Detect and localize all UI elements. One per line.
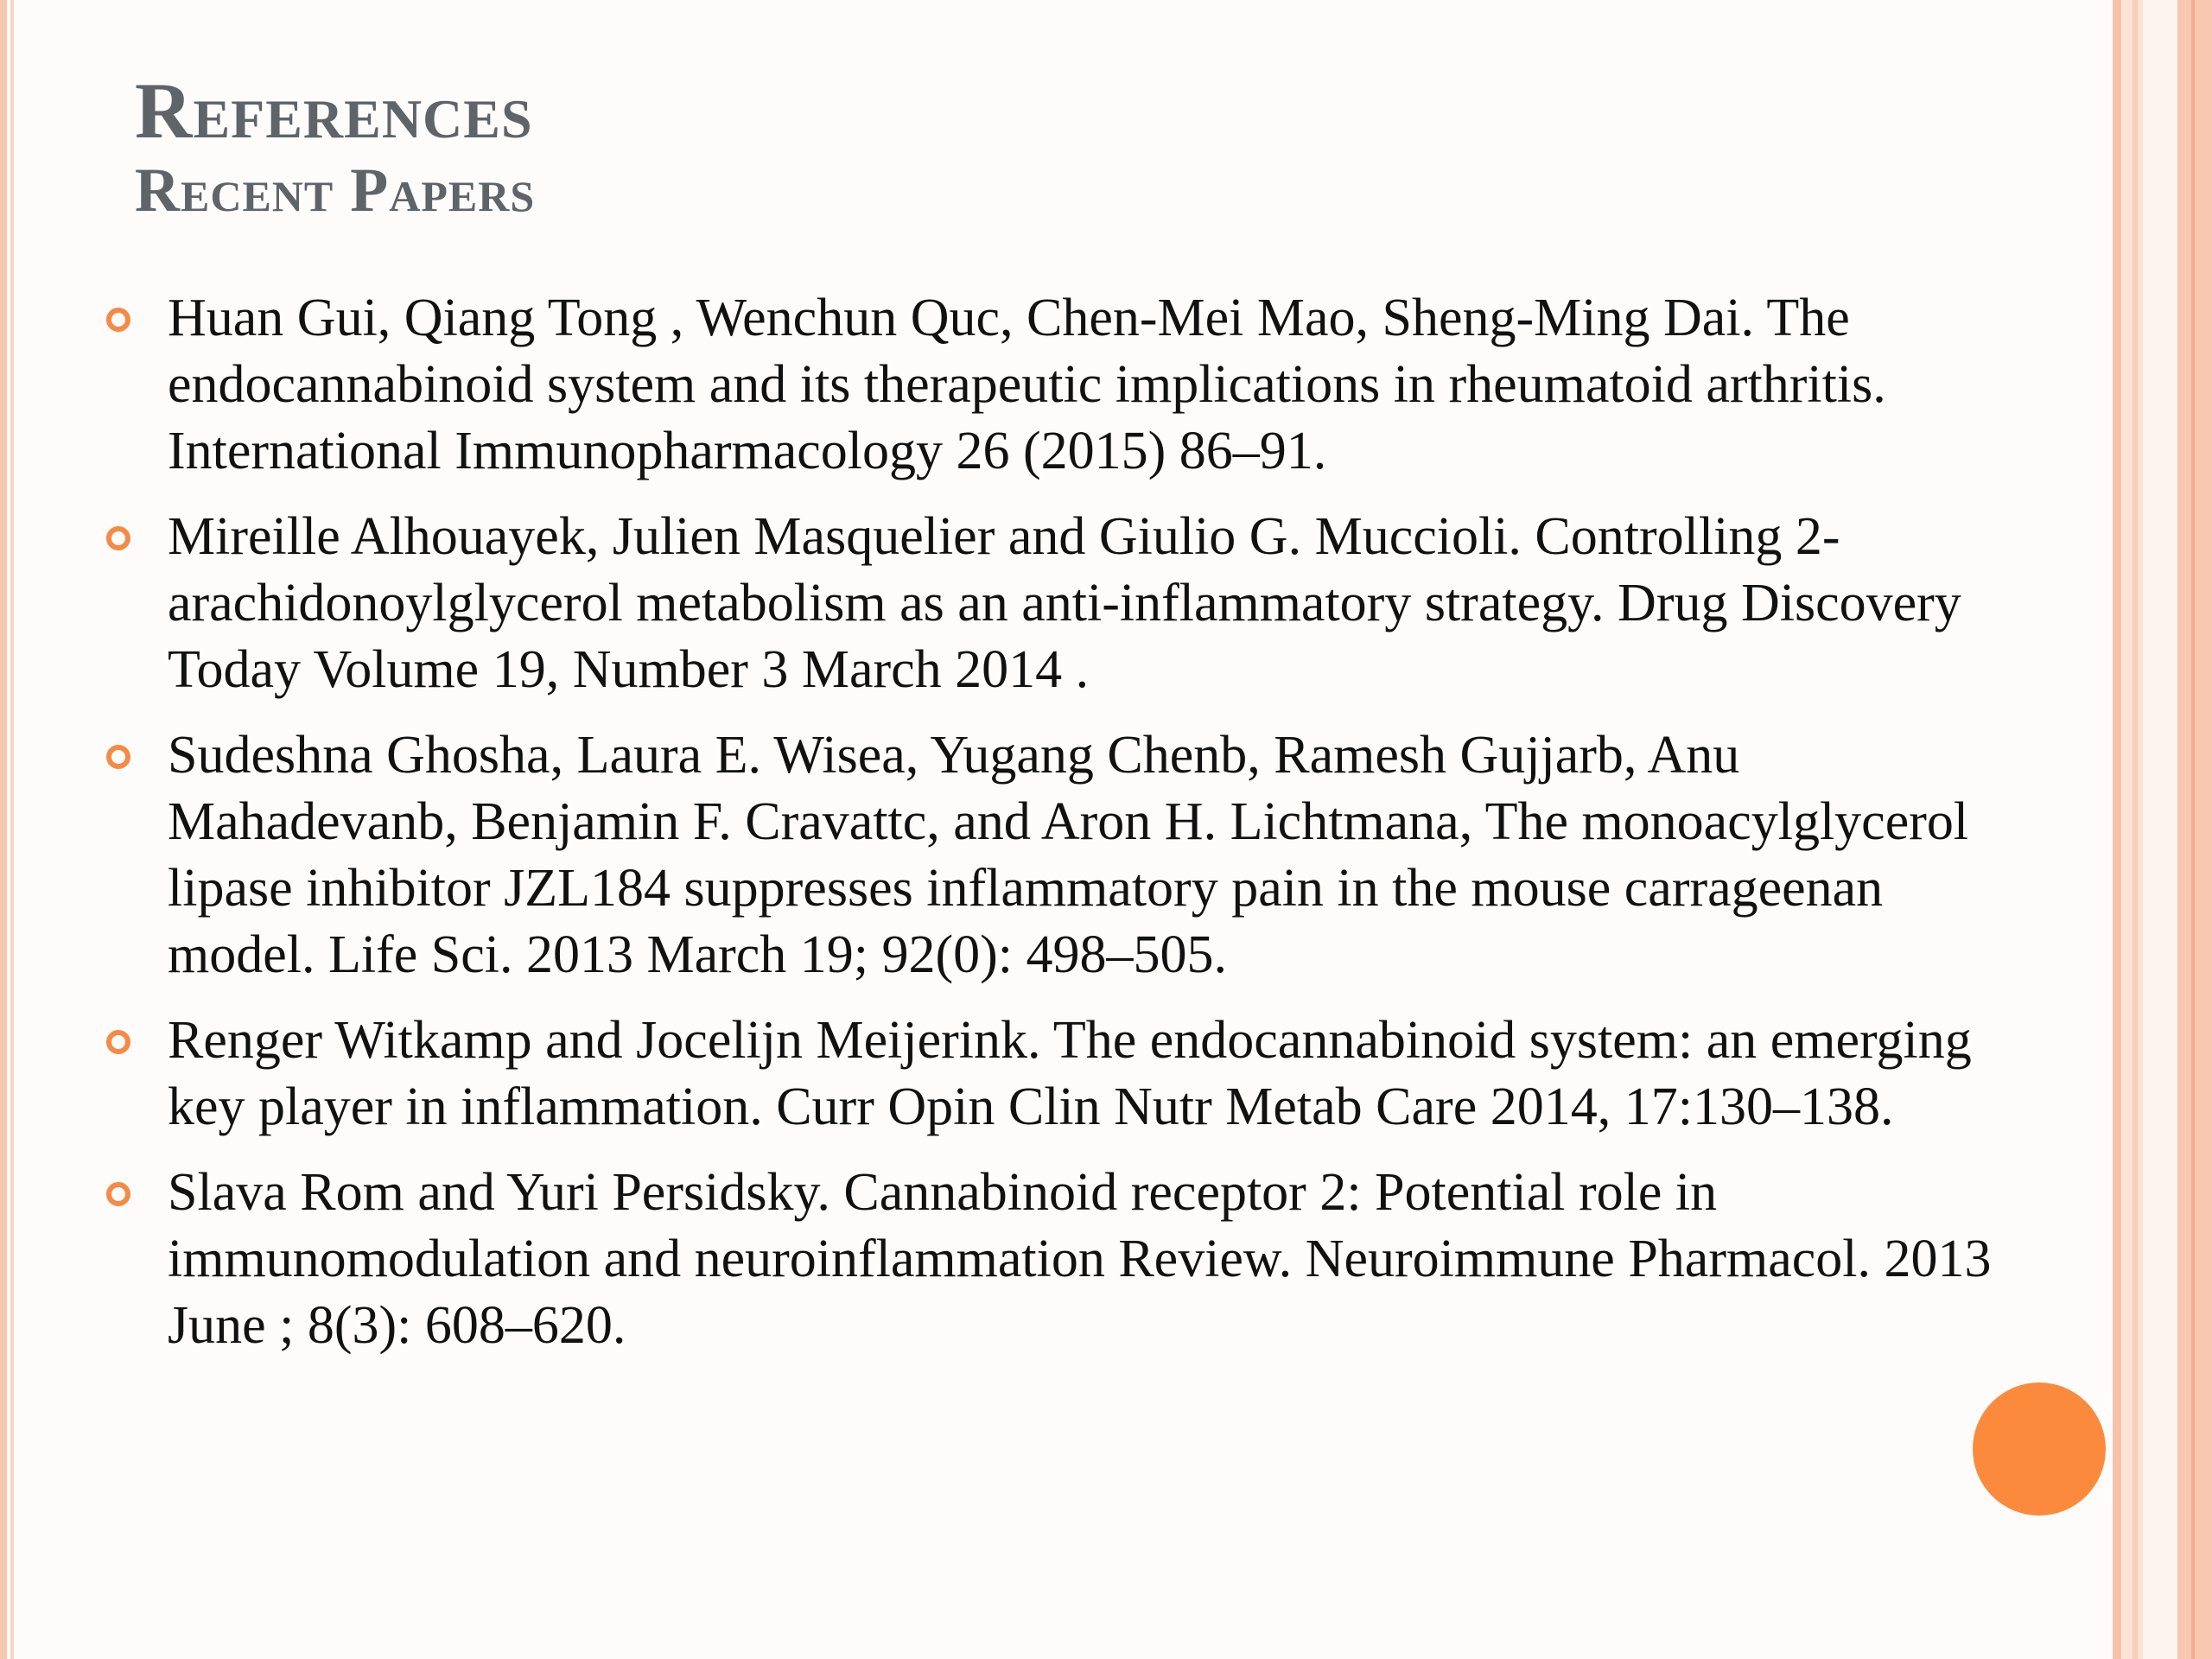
reference-item [100, 504, 2036, 703]
bullet-circle-icon [106, 1182, 130, 1206]
reference-text: Mireille Alhouayek, Julien Masquelier and Giulio G. Muccioli. Controlling 2-arachidonoylglycerol metabolism as an anti-inflammatory strategy. Drug Discovery Today Volume 19, Number 3 March 2014 . [168, 507, 1961, 699]
reference-item [100, 1160, 2036, 1359]
reference-item [100, 285, 2036, 485]
left-border-stripe-inner [10, 0, 14, 1659]
right-border-stripe [2177, 0, 2212, 1659]
reference-list [100, 285, 2036, 1378]
right-border-stripe [2191, 0, 2195, 1659]
reference-text: Slava Rom and Yuri Persidsky. Cannabinoid receptor 2: Potential role in immunomodulation and neuroinflammation Review. Neuroimmune Pharmacol. 2013 June ; 8(3): 608–620. [168, 1163, 1992, 1355]
left-border-stripe [0, 0, 7, 1659]
reference-item [100, 722, 2036, 988]
right-border-stripe [2113, 0, 2121, 1659]
reference-text: Sudeshna Ghosha, Laura E. Wisea, Yugang Chenb, Ramesh Gujjarb, Anu Mahadevanb, Benjamin F. Cravattc, and Aron H. Lichtmana, The monoacylglycerol lipase inhibitor JZL184 suppresses inflammatory pain in the mouse carrageenan model. Life Sci. 2013 March 19; 92(0): 498–505. [168, 726, 1969, 984]
decorative-orange-circle [1973, 1382, 2106, 1516]
slide-subtitle: Recent Papers [135, 156, 536, 225]
reference-text: Huan Gui, Qiang Tong , Wenchun Quc, Chen-Mei Mao, Sheng-Ming Dai. The endocannabinoid system and its therapeutic implications in rheumatoid arthritis. International Immunopharmacology 26 (2015) 86–91. [168, 289, 1886, 480]
right-border-stripe [2133, 0, 2138, 1659]
slide-title: References [135, 67, 533, 155]
reference-item [100, 1007, 2036, 1141]
right-border-stripe [2143, 0, 2177, 1659]
reference-text: Renger Witkamp and Jocelijn Meijerink. The endocannabinoid system: an emerging key player in inflammation. Curr Opin Clin Nutr Metab Care 2014, 17:130–138. [168, 1011, 1972, 1136]
bullet-circle-icon [106, 526, 130, 550]
bullet-circle-icon [106, 745, 130, 769]
bullet-circle-icon [106, 308, 130, 332]
bullet-circle-icon [106, 1030, 130, 1054]
